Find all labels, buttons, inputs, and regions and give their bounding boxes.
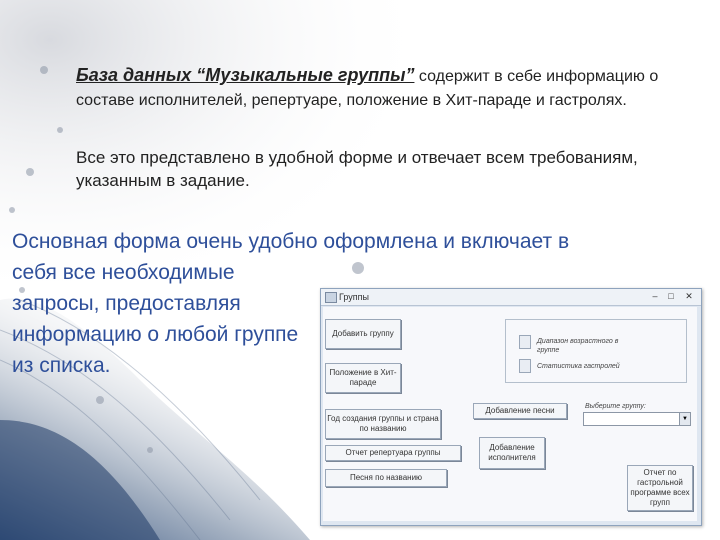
tour-stats-checkbox[interactable] <box>519 359 531 373</box>
year-country-button[interactable]: Год создания группы и страна по названию <box>325 409 441 439</box>
tour-report-button[interactable]: Отчет по гастрольной программе всех групп <box>627 465 693 511</box>
form-title: Группы <box>339 292 369 302</box>
main-text-line-1: Основная форма очень удобно оформлена и включает в <box>12 230 570 253</box>
group-select[interactable] <box>583 412 691 426</box>
intro-description: содержит в себе информацию о составе исполнителей, репертуаре, положение в Хит-параде и гастролях. <box>76 68 659 109</box>
close-icon[interactable]: ✕ <box>685 291 693 301</box>
form-title-bar <box>321 289 701 306</box>
minimize-icon[interactable]: – <box>652 291 658 301</box>
chevron-down-icon[interactable]: ▼ <box>679 413 690 425</box>
song-by-name-button[interactable]: Песня по названию <box>325 469 447 487</box>
add-song-button[interactable]: Добавление песни <box>473 403 567 419</box>
groups-form-window <box>320 288 702 526</box>
select-group-label: Выберите группу: <box>585 403 646 410</box>
add-performers-button[interactable]: Добавление исполнителя <box>479 437 545 469</box>
repertoire-report-button[interactable]: Отчет репертуара группы <box>325 445 461 461</box>
tour-stats-label: Статистика гастролей <box>537 363 620 370</box>
hit-parade-button[interactable]: Положение в Хит-параде <box>325 363 401 393</box>
database-title: База данных “Музыкальные группы” <box>76 65 415 85</box>
min-age-checkbox[interactable] <box>519 335 531 349</box>
form-icon <box>325 292 337 303</box>
maximize-icon[interactable]: □ <box>668 291 674 301</box>
intro-second-paragraph: Все это представлено в удобной форме и отвечает всем требованиям, указанным в задание. <box>76 148 638 190</box>
add-group-button[interactable]: Добавить группу <box>325 319 401 349</box>
min-age-label: Диапазон возрастного в группе <box>537 338 619 354</box>
form-canvas <box>323 307 697 521</box>
main-text-continuation: себя все необходимые запросы, предоставляя информацию о любой группе из списка. <box>12 261 299 377</box>
intro-paragraph <box>76 64 696 112</box>
